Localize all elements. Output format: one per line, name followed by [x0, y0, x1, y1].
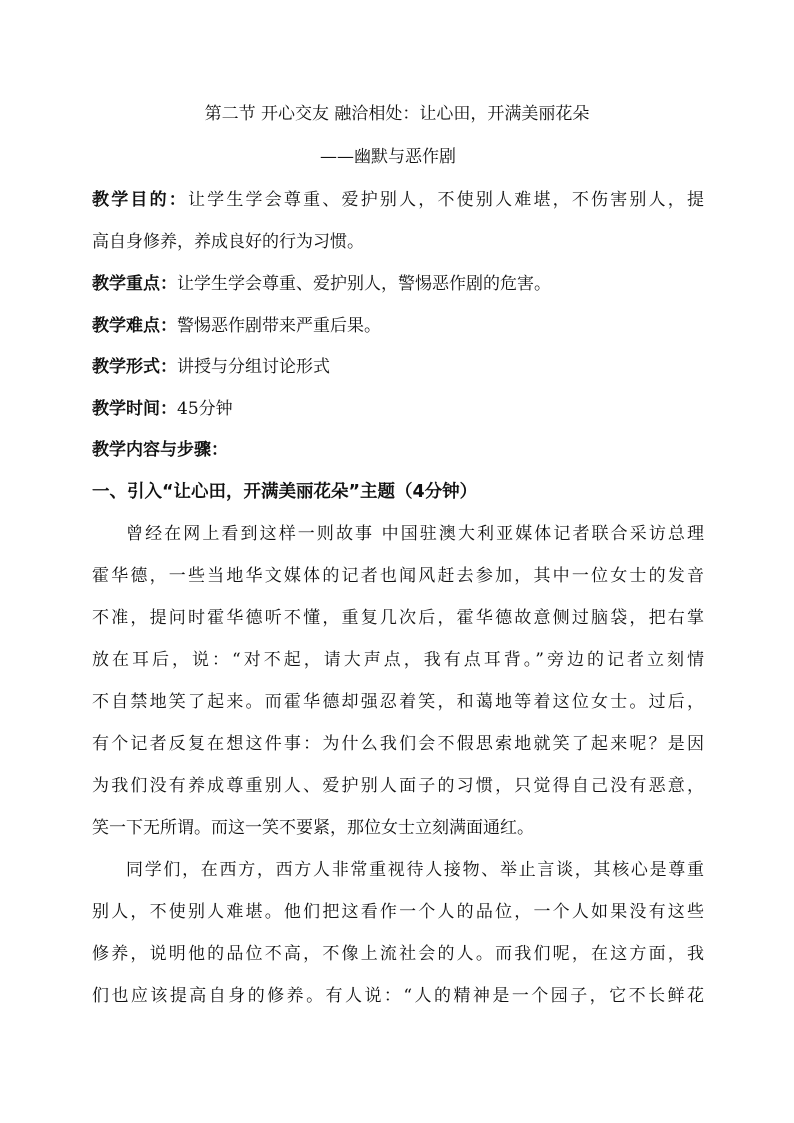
document-subtitle: ——幽默与恶作剧 [320, 147, 456, 167]
key-point-text: 让学生学会尊重、爱护别人，警惕恶作剧的危害。 [177, 274, 551, 294]
paragraph1-line: 霍华德，一些当地华文媒体的记者也闻风赶去参加，其中一位女士的发音 [92, 566, 704, 586]
section1-heading: 一、引入“让心田，开满美丽花朵”主题（4分钟） [92, 482, 478, 502]
key-point-label: 教学重点： [92, 274, 177, 294]
paragraph1-line: 不自禁地笑了起来。而霍华德却强忍着笑，和蔼地等着这位女士。过后， [92, 692, 704, 712]
key-point-line [92, 272, 704, 296]
difficulty-text: 警惕恶作剧带来严重后果。 [177, 316, 381, 336]
objective-text-line1: 让学生学会尊重、爱护别人，不使别人难堪，不伤害别人，提 [187, 190, 704, 210]
time-line [92, 397, 704, 421]
paragraph2-line: 修养，说明他的品位不高，不像上流社会的人。而我们呢，在这方面，我 [92, 944, 704, 964]
paragraph1-line: 放在耳后，说：“对不起，请大声点，我有点耳背。”旁边的记者立刻情 [92, 650, 704, 670]
paragraph2-line: 们也应该提高自身的修养。有人说：“人的精神是一个园子，它不长鲜花 [92, 986, 704, 1006]
difficulty-label: 教学难点： [92, 316, 177, 336]
paragraph1-line: 有个记者反复在想这件事：为什么我们会不假思索地就笑了起来呢？是因 [92, 734, 704, 754]
paragraph1-line: 为我们没有养成尊重别人、爱护别人面子的习惯，只觉得自己没有恶意， [92, 776, 704, 796]
steps-label: 教学内容与步骤： [92, 440, 228, 460]
document-title: 第二节 开心交友 融洽相处：让心田，开满美丽花朵 [204, 104, 590, 124]
paragraph1-line: 不准，提问时霍华德听不懂，重复几次后，霍华德故意侧过脑袋，把右掌 [92, 608, 704, 628]
objective-text-line2: 高自身修养，养成良好的行为习惯。 [92, 232, 364, 252]
paragraph1-line: 笑一下无所谓。而这一笑不要紧，那位女士立刻满面通红。 [92, 818, 534, 838]
objective-label: 教学目的： [92, 190, 188, 210]
paragraph1-line: 曾经在网上看到这样一则故事 中国驻澳大利亚媒体记者联合采访总理 [126, 524, 704, 544]
format-text: 讲授与分组讨论形式 [177, 357, 330, 377]
time-label: 教学时间： [92, 399, 177, 419]
format-line [92, 355, 704, 379]
paragraph2-line: 别人，不使别人难堪。他们把这看作一个人的品位，一个人如果没有这些 [92, 902, 704, 922]
paragraph2-line: 同学们，在西方，西方人非常重视待人接物、举止言谈，其核心是尊重 [126, 860, 704, 880]
format-label: 教学形式： [92, 357, 177, 377]
objective-line [92, 188, 704, 212]
time-text: 45分钟 [177, 399, 233, 419]
difficulty-line [92, 314, 704, 338]
